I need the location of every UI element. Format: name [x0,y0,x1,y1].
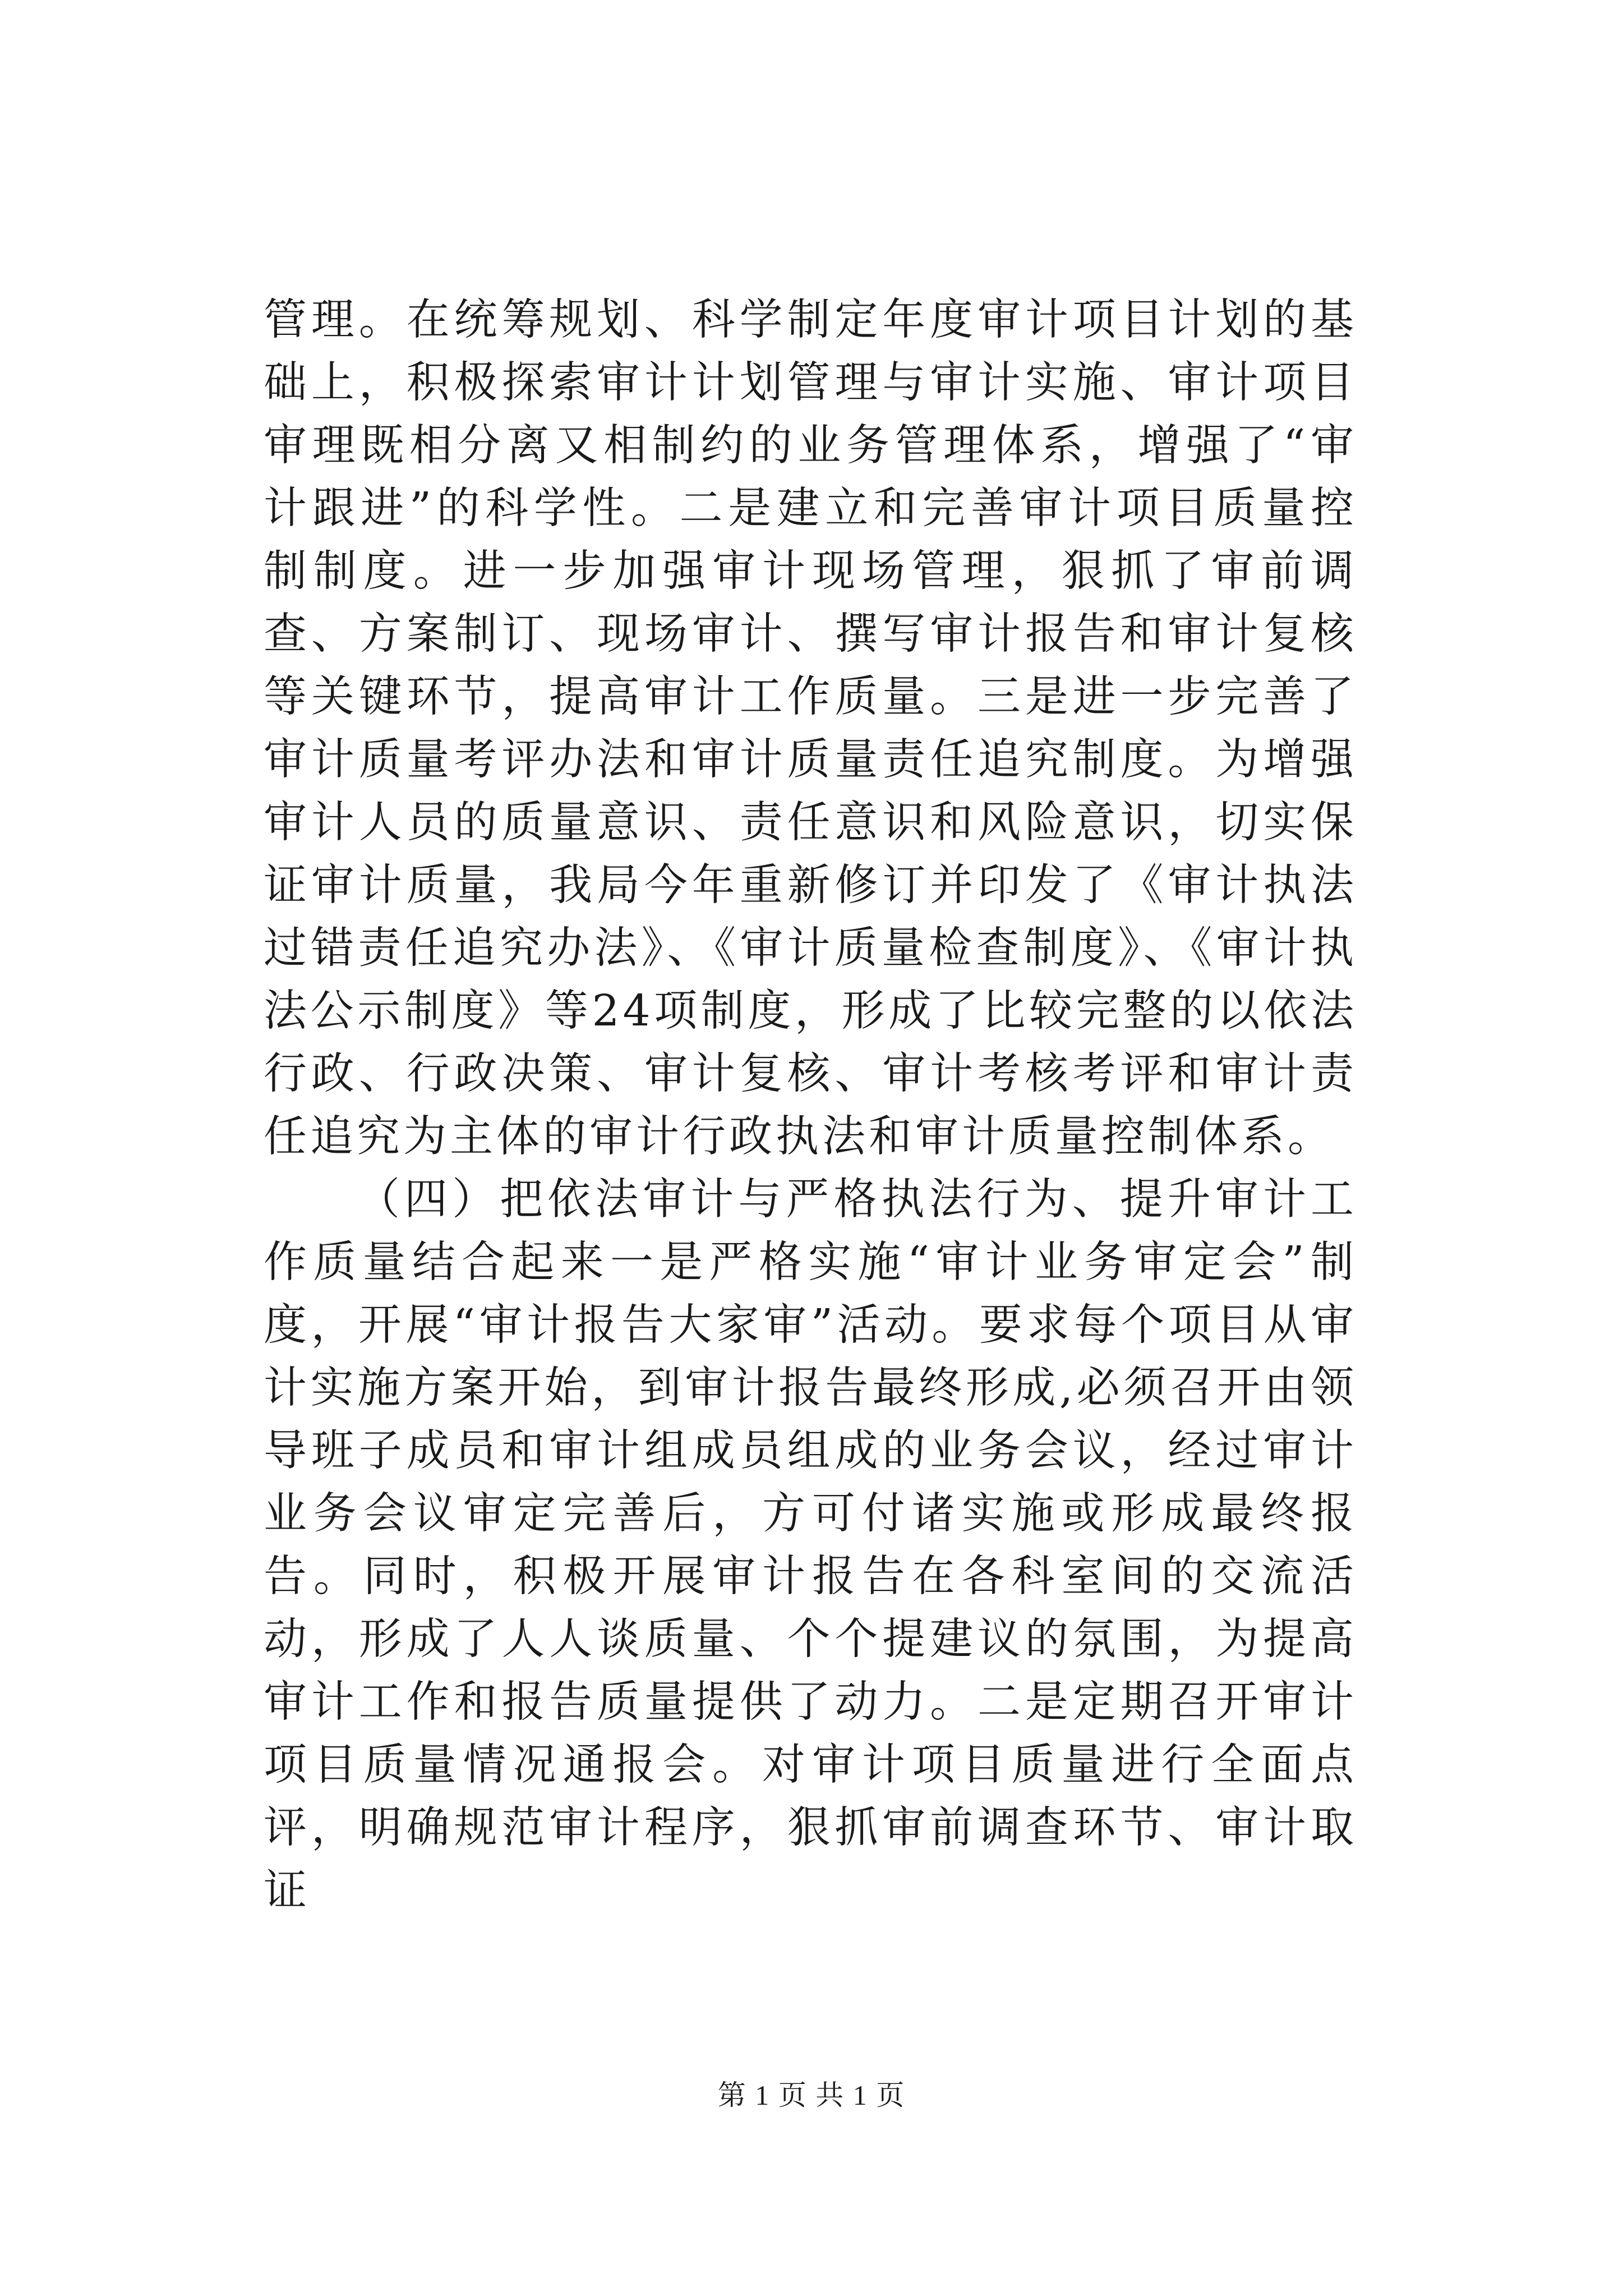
paragraph-continuation: 管理。在统筹规划、科学制定年度审计项目计划的基础上，积极探索审计计划管理与审计实施、审计项目审理既相分离又相制约的业务管理体系，增强了“审计跟进”的科学性。二是建立和完善审计项目质量控制制度。进一步加强审计现场管理，狠抓了审前调查、方案制订、现场审计、撰写审计报告和审计复核等关键环节，提高审计工作质量。三是进一步完善了审计质量考评办法和审计质量责任追究制度。为增强审计人员的质量意识、责任意识和风险意识，切实保证审计质量，我局今年重新修订并印发了《审计执法过错责任追究办法》、《审计质量检查制度》、《审计执法公示制度》等24项制度，形成了比较完整的以依法行政、行政决策、审计复核、审计考核考评和审计责任追究为主体的审计行政执法和审计质量控制体系。 [264,295,1357,1162]
paragraph-section-four: （四）把依法审计与严格执法行为、提升审计工作质量结合起来一是严格实施“审计业务审定会”制度，开展“审计报告大家审”活动。要求每个项目从审计实施方案开始，到审计报告最终形成,必须召开由领导班子成员和审计组成员组成的业务会议，经过审计业务会议审定完善后，方可付诸实施或形成最终报告。同时，积极开展审计报告在各科室间的交流活动，形成了人人谈质量、个个提建议的氛围，为提高审计工作和报告质量提供了动力。二是定期召开审计项目质量情况通报会。对审计项目质量进行全面点评，明确规范审计程序，狠抓审前调查环节、审计取证 [264,1175,1357,1916]
page-footer: 第 1 页 共 1 页 [717,2079,906,2111]
document-body [264,289,1357,1922]
